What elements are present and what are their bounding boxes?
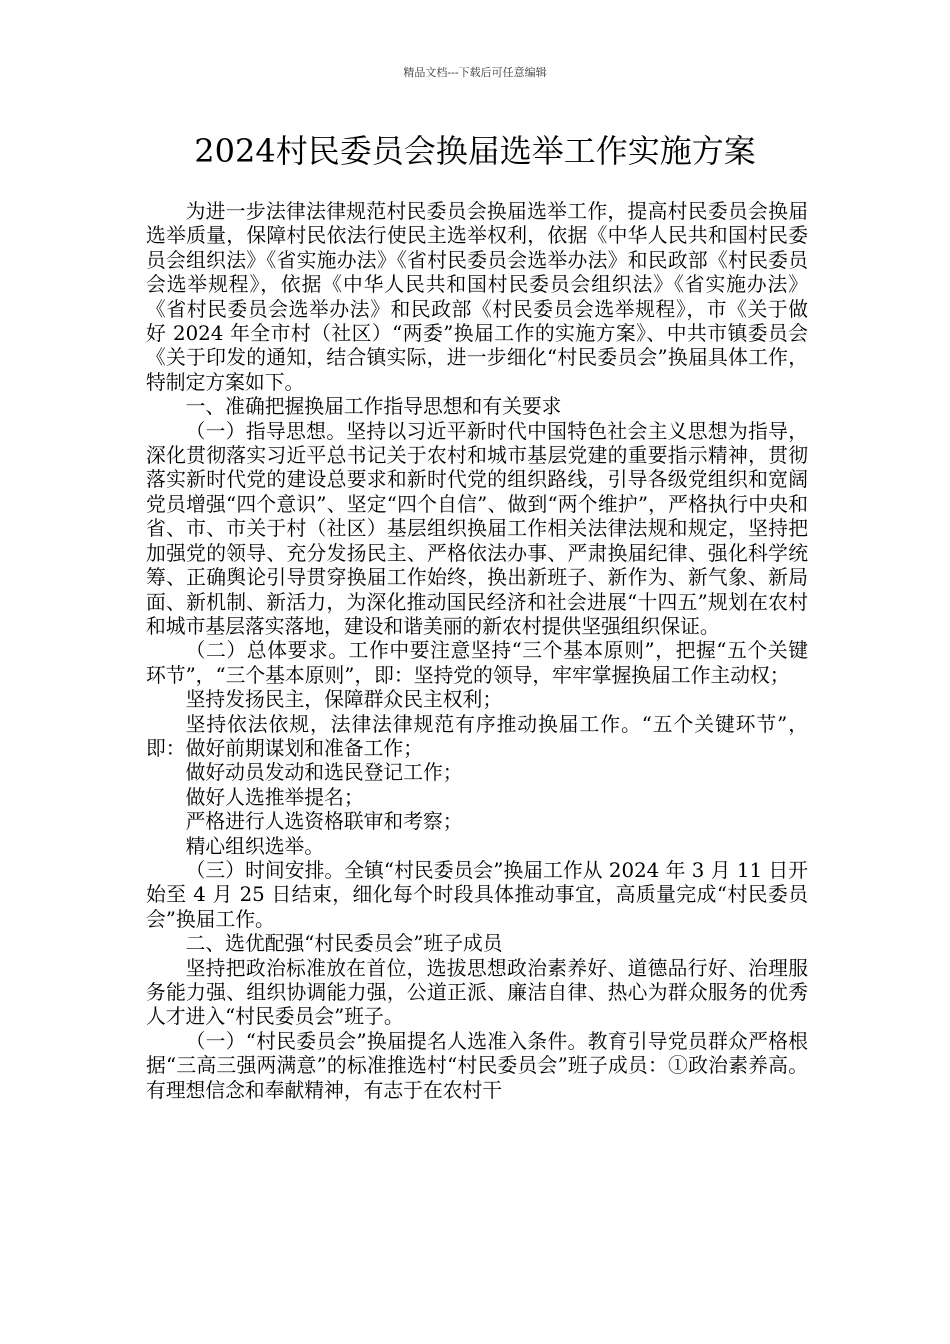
paragraph-list-item: 精心组织选举。	[185, 834, 325, 858]
paragraph-list-item: 做好人选推举提名；	[185, 785, 364, 809]
page-header-note: 精品文档---下载后可任意编辑	[403, 66, 547, 79]
paragraph-list-item: 坚持依法依规，法律法律规范有序推动换届工作。“五个关键环节”，即：做好前期谋划和准备工作；	[146, 712, 808, 760]
paragraph-schedule: （三）时间安排。全镇“村民委员会”换届工作从 2024 年 3 月 11 日开始至 4 月 25 日结束，细化每个时段具体推动事宜，高质量完成“村民委员会”换届工作。	[146, 858, 808, 931]
paragraph-list-item: 做好动员发动和选民登记工作；	[185, 761, 463, 785]
paragraph-guiding-thought: （一）指导思想。坚持以习近平新时代中国特色社会主义思想为指导，深化贯彻落实习近平总书记关于农村和城市基层党建的重要指示精神，贯彻落实新时代党的建设总要求和新时代党的组织路线，引导各级党组织和宽阔党员增强“四个意识”、坚定“四个自信”、做到“两个维护”，严格执行中央和省、市、市关于村（社区）基层组织换届工作相关法律法规和规定，坚持把加强党的领导、充分发扬民主、严格依法办事、严肃换届纪律、强化科学统筹、正确舆论引导贯穿换届工作始终，换出新班子、新作为、新气象、新局面、新机制、新活力，为深化推动国民经济和社会进展“十四五”规划在农村和城市基层落实落地，建设和谐美丽的新农村提供坚强组织保证。	[146, 419, 808, 638]
paragraph-candidate-criteria: （一）“村民委员会”换届提名人选准入条件。教育引导党员群众严格根据“三高三强两满意”的标准推选村“村民委员会”班子成员：①政治素养高。有理想信念和奉献精神，有志于在农村干	[146, 1029, 808, 1102]
section-heading-1: 一、准确把握换届工作指导思想和有关要求	[185, 395, 562, 419]
document-body	[146, 200, 808, 1103]
paragraph-intro: 为进一步法律法律规范村民委员会换届选举工作，提高村民委员会换届选举质量，保障村民依法行使民主选举权利，依据《中华人民共和国村民委员会组织法》《省实施办法》《省村民委员会选举办法》和民政部《村民委员会选举规程》，依据《中华人民共和国村民委员会组织法》《省实施办法》《省村民委员会选举办法》和民政部《村民委员会选举规程》，市《关于做好 2024 年全市村（社区）“两委”换届工作的实施方案》、中共市镇委员会《关于印发的通知，结合镇实际，进一步细化“村民委员会”换届具体工作，特制定方案如下。	[146, 200, 808, 394]
section-heading-2: 二、选优配强“村民委员会”班子成员	[185, 932, 503, 956]
document-title: 2024村民委员会换届选举工作实施方案	[194, 132, 756, 170]
paragraph-list-item: 严格进行人选资格联审和考察；	[185, 810, 463, 834]
paragraph-overall-requirements: （二）总体要求。工作中要注意坚持“三个基本原则”，把握“五个关键环节”，“三个基本原则”，即：坚持党的领导，牢牢掌握换届工作主动权；	[146, 639, 808, 687]
paragraph-list-item: 坚持发扬民主，保障群众民主权利；	[185, 688, 503, 712]
paragraph-political-standard: 坚持把政治标准放在首位，选拔思想政治素养好、道德品行好、治理服务能力强、组织协调能力强，公道正派、廉洁自律、热心为群众服务的优秀人才进入“村民委员会”班子。	[146, 956, 808, 1029]
